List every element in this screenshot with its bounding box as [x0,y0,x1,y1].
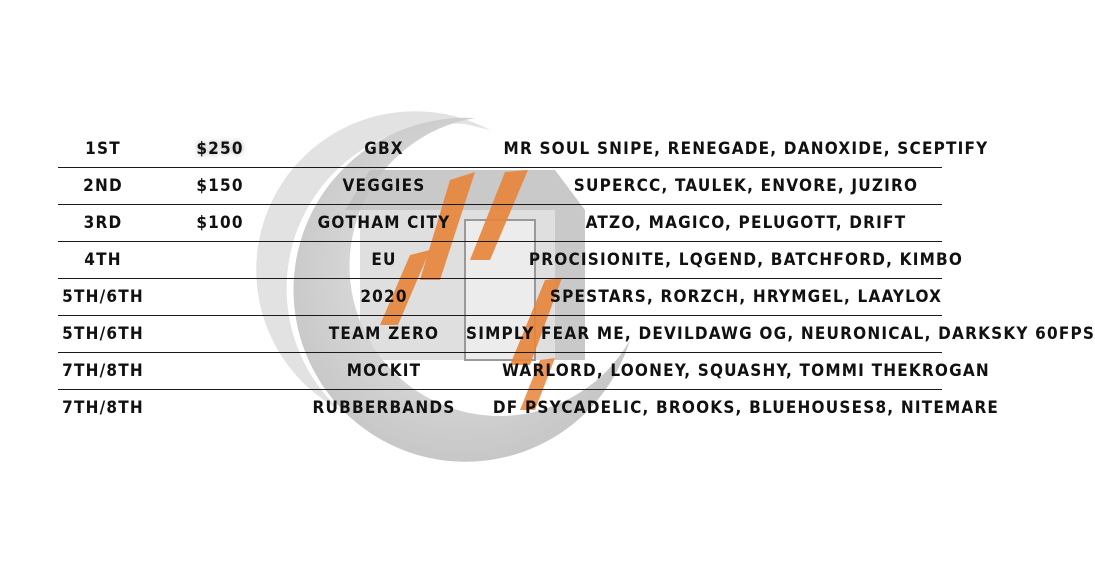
table-row [58,353,990,390]
team-cell: MOCKIT [346,361,422,381]
table-row [58,131,989,168]
table-row [58,205,942,242]
players-cell: WARLORD, LOONEY, SQUASHY, TOMMI THEKROGAN [502,361,990,381]
place-cell: 7TH/8TH [62,398,144,418]
team-cell: GOTHAM CITY [317,213,451,233]
place-cell: 7TH/8TH [62,361,144,381]
players-cell: PROCISIONITE, LQGEND, BATCHFORD, KIMBO [528,250,964,270]
team-cell: EU [371,250,397,270]
place-cell: 1ST [85,139,121,159]
team-cell: GBX [364,139,404,159]
team-cell: RUBBERBANDS [312,398,456,418]
players-cell: ATZO, MAGICO, PELUGOTT, DRIFT [585,213,907,233]
prize-cell: $150 [196,176,244,196]
standings-table [58,131,1095,426]
players-cell: SUPERCC, TAULEK, ENVORE, JUZIRO [573,176,919,196]
table-row [58,279,942,316]
prize-cell [184,316,256,352]
players-cell: SPESTARS, RORZCH, HRYMGEL, LAAYLOX [549,287,943,307]
players-cell: DF PSYCADELIC, BROOKS, BLUEHOUSES8, NITEMARE [492,398,1000,418]
table-row [58,316,1095,353]
prize-cell [184,279,256,315]
place-cell: 3RD [83,213,123,233]
players-cell: MR SOUL SNIPE, RENEGADE, DANOXIDE, SCEPTIFY [503,139,989,159]
table-row [58,242,964,279]
prize-cell [184,242,256,278]
prize-cell [184,353,256,389]
table-row [58,168,942,205]
prize-cell: $250 [196,139,244,159]
table-row [58,390,1000,426]
team-cell: 2020 [360,287,408,307]
place-cell: 5TH/6TH [62,287,144,307]
prize-cell: $100 [196,213,244,233]
place-cell: 5TH/6TH [62,324,144,344]
place-cell: 4TH [84,250,122,270]
players-cell: SIMPLY FEAR ME, DEVILDAWG OG, NEURONICAL, DARKSKY 60FPS [466,324,1095,344]
place-cell: 2ND [83,176,123,196]
prize-cell [184,390,256,426]
team-cell: VEGGIES [342,176,426,196]
team-cell: TEAM ZERO [328,324,440,344]
